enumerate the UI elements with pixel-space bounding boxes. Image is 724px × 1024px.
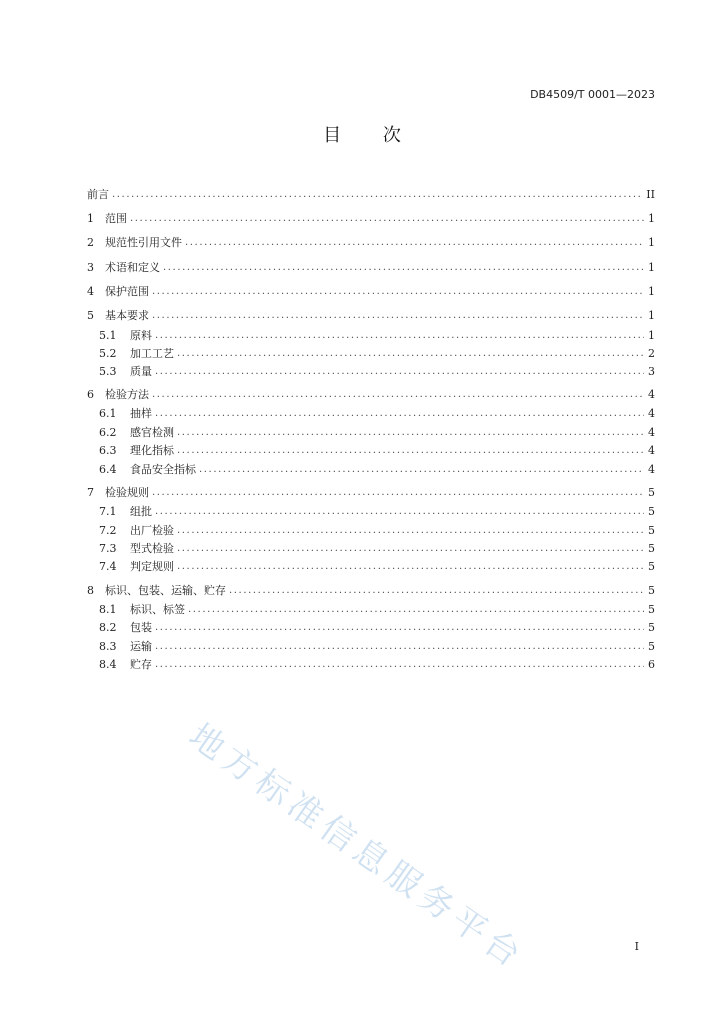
toc-page: 1	[648, 261, 655, 274]
toc-entry[interactable]	[87, 424, 655, 442]
toc-number: 7.2	[99, 524, 117, 537]
toc-label: 基本要求	[105, 309, 149, 322]
toc-label: 标识、包装、运输、贮存	[105, 584, 226, 597]
toc-label: 保护范围	[105, 285, 149, 298]
toc-entry[interactable]	[87, 619, 655, 637]
toc-entry[interactable]	[87, 363, 655, 381]
toc-number: 5.2	[99, 347, 117, 360]
toc-page: 5	[648, 603, 655, 616]
toc-number: 6	[87, 388, 94, 401]
toc-page: 5	[648, 505, 655, 518]
toc-leader	[188, 601, 644, 619]
toc-number: 5.1	[99, 329, 117, 342]
toc-page: 1	[648, 309, 655, 322]
toc-leader	[155, 405, 644, 423]
standard-code: DB4509/T 0001—2023	[530, 88, 655, 101]
toc-entry[interactable]	[87, 582, 655, 600]
toc-page: 5	[648, 486, 655, 499]
toc-entry[interactable]	[87, 386, 655, 404]
toc-leader	[177, 558, 644, 576]
toc-label: 检验规则	[105, 486, 149, 499]
toc-leader	[155, 619, 644, 637]
watermark: 地方标准信息服务平台	[181, 715, 533, 979]
toc-entry[interactable]	[87, 540, 655, 558]
toc-leader	[130, 210, 644, 228]
toc-page: 5	[648, 621, 655, 634]
toc-leader	[155, 327, 644, 345]
toc-page: 5	[648, 524, 655, 537]
toc-entry[interactable]	[87, 327, 655, 345]
toc-page: 4	[648, 407, 655, 420]
toc-label: 食品安全指标	[130, 463, 196, 476]
toc-entry[interactable]	[87, 558, 655, 576]
toc-leader	[177, 345, 644, 363]
toc-entry[interactable]	[87, 259, 655, 277]
page-title: 目 次	[323, 125, 419, 146]
toc-label: 运输	[130, 640, 152, 653]
toc-entry[interactable]	[87, 186, 655, 204]
toc-page: 1	[648, 212, 655, 225]
toc-entry[interactable]	[87, 442, 655, 460]
toc-number: 5.3	[99, 365, 117, 378]
toc-label: 质量	[130, 365, 152, 378]
toc-entry[interactable]	[87, 307, 655, 325]
toc-label: 抽样	[130, 407, 152, 420]
toc-label: 加工工艺	[130, 347, 174, 360]
page-number: I	[634, 940, 639, 953]
toc-number: 8.2	[99, 621, 117, 634]
toc-leader	[152, 307, 644, 325]
toc-number: 6.4	[99, 463, 117, 476]
toc-label: 组批	[130, 505, 152, 518]
toc-label: 出厂检验	[130, 524, 174, 537]
toc-leader	[155, 656, 644, 674]
toc-number: 3	[87, 261, 94, 274]
toc-number: 7.1	[99, 505, 117, 518]
toc-number: 1	[87, 212, 94, 225]
toc-entry[interactable]	[87, 234, 655, 252]
toc-number: 8.4	[99, 658, 117, 671]
toc-entry[interactable]	[87, 638, 655, 656]
toc-number: 6.3	[99, 444, 117, 457]
toc-entry[interactable]	[87, 484, 655, 502]
toc-label: 型式检验	[130, 542, 174, 555]
toc-label: 范围	[105, 212, 127, 225]
toc-page: 5	[648, 640, 655, 653]
toc-leader	[229, 582, 644, 600]
toc-number: 7.4	[99, 560, 117, 573]
toc-label: 贮存	[130, 658, 152, 671]
toc-page: 1	[648, 236, 655, 249]
toc-page: 6	[648, 658, 655, 671]
toc-label: 包装	[130, 621, 152, 634]
toc-leader	[177, 424, 644, 442]
toc-entry[interactable]	[87, 345, 655, 363]
toc-page: 5	[648, 584, 655, 597]
toc-number: 8.3	[99, 640, 117, 653]
toc-number: 4	[87, 285, 94, 298]
toc-leader	[177, 540, 644, 558]
toc-entry[interactable]	[87, 283, 655, 301]
toc-leader	[185, 234, 644, 252]
toc-number: 7.3	[99, 542, 117, 555]
toc-leader	[112, 186, 643, 204]
toc-leader	[152, 484, 644, 502]
toc-page: II	[646, 188, 655, 201]
toc-leader	[155, 503, 644, 521]
toc-page: 4	[648, 388, 655, 401]
toc-label: 判定规则	[130, 560, 174, 573]
toc-leader	[199, 461, 644, 479]
toc-page: 5	[648, 560, 655, 573]
toc-number: 8.1	[99, 603, 117, 616]
toc-entry[interactable]	[87, 656, 655, 674]
toc-leader	[177, 522, 644, 540]
toc-number: 7	[87, 486, 94, 499]
toc-entry[interactable]	[87, 405, 655, 423]
toc-page: 4	[648, 444, 655, 457]
toc-leader	[152, 386, 644, 404]
toc-label: 原料	[130, 329, 152, 342]
toc-leader	[163, 259, 644, 277]
toc-label: 术语和定义	[105, 261, 160, 274]
toc-page: 1	[648, 285, 655, 298]
toc-number: 2	[87, 236, 94, 249]
toc-label: 标识、标签	[130, 603, 185, 616]
toc-page: 2	[648, 347, 655, 360]
toc-entry[interactable]	[87, 461, 655, 479]
toc-leader	[152, 283, 644, 301]
toc-entry[interactable]	[87, 503, 655, 521]
toc-number: 5	[87, 309, 94, 322]
toc-entry[interactable]	[87, 601, 655, 619]
toc-label: 检验方法	[105, 388, 149, 401]
toc-entry[interactable]	[87, 210, 655, 228]
toc-label: 理化指标	[130, 444, 174, 457]
toc-page: 4	[648, 463, 655, 476]
toc-label: 前言	[87, 188, 109, 201]
toc-entry[interactable]	[87, 522, 655, 540]
toc-number: 6.2	[99, 426, 117, 439]
toc-leader	[155, 638, 644, 656]
toc-number: 8	[87, 584, 94, 597]
toc-label: 感官检测	[130, 426, 174, 439]
toc-page: 4	[648, 426, 655, 439]
toc-label: 规范性引用文件	[105, 236, 182, 249]
toc-leader	[177, 442, 644, 460]
toc-number: 6.1	[99, 407, 117, 420]
toc-page: 3	[648, 365, 655, 378]
toc-leader	[155, 363, 644, 381]
toc-page: 5	[648, 542, 655, 555]
toc-page: 1	[648, 329, 655, 342]
